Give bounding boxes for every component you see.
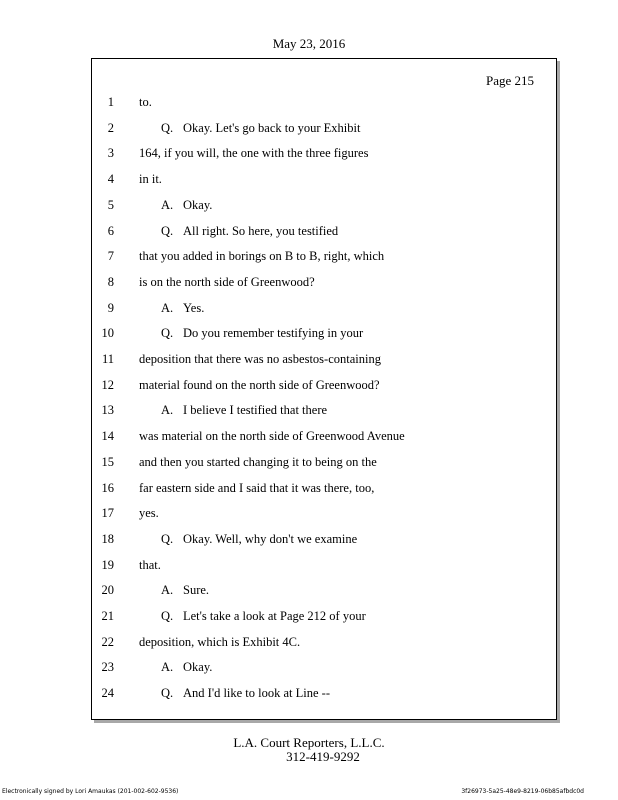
line-text xyxy=(139,607,366,625)
transcript-line xyxy=(92,581,552,599)
line-number: 18 xyxy=(101,531,114,546)
line-body: And I'd like to look at Line -- xyxy=(183,686,331,701)
transcript-line xyxy=(92,324,552,342)
line-text xyxy=(139,247,384,265)
transcript-line xyxy=(92,170,552,188)
speaker-label: Q. xyxy=(161,531,174,546)
line-number: 9 xyxy=(107,300,114,315)
electronic-signature: Electronically signed by Lori Amaukas (201-002-602-9536) xyxy=(2,788,179,795)
line-body: 164, if you will, the one with the three figures xyxy=(139,146,369,161)
line-body: far eastern side and I said that it was there, too, xyxy=(139,480,375,495)
line-body: Okay. Let's go back to your Exhibit xyxy=(183,120,361,135)
line-number: 7 xyxy=(107,249,114,264)
line-text xyxy=(139,376,380,394)
transcript-line xyxy=(92,453,552,471)
line-number: 22 xyxy=(101,634,114,649)
footer-phone: 312-419-9292 xyxy=(286,749,360,764)
line-number: 11 xyxy=(101,352,114,366)
line-number: 23 xyxy=(101,660,114,675)
line-body: deposition, which is Exhibit 4C. xyxy=(139,634,301,649)
line-body: material found on the north side of Greenwood? xyxy=(139,377,380,392)
line-body: I believe I testified that there xyxy=(183,403,328,418)
line-body: Do you remember testifying in your xyxy=(183,326,364,341)
line-number: 12 xyxy=(101,377,114,392)
speaker-label: Q. xyxy=(161,223,174,238)
line-body: is on the north side of Greenwood? xyxy=(139,274,315,289)
line-body: Okay. xyxy=(183,197,213,212)
speaker-label: Q. xyxy=(161,326,174,341)
line-text xyxy=(139,170,162,188)
transcript-line xyxy=(92,196,552,214)
line-body: was material on the north side of Greenwood Avenue xyxy=(139,429,405,444)
line-text xyxy=(139,273,315,291)
speaker-label: A. xyxy=(161,583,174,598)
line-number: 8 xyxy=(107,274,114,289)
line-text xyxy=(139,427,405,445)
speaker-label: A. xyxy=(161,300,174,315)
line-text xyxy=(139,222,338,240)
line-body: Yes. xyxy=(183,300,205,315)
line-number: 5 xyxy=(107,197,114,212)
line-body: that you added in borings on B to B, right, which xyxy=(139,249,385,264)
line-number: 16 xyxy=(101,480,114,495)
document-id: 3f26973-5a25-48e9-8219-06b85afbdc0d xyxy=(461,788,584,795)
line-number: 17 xyxy=(101,506,114,521)
transcript-line xyxy=(92,93,552,111)
speaker-label: A. xyxy=(161,197,174,212)
line-body: Okay. xyxy=(183,660,213,675)
speaker-label: A. xyxy=(161,660,174,675)
line-text xyxy=(139,144,368,162)
line-text xyxy=(139,684,330,702)
transcript-line xyxy=(92,350,552,368)
line-number: 20 xyxy=(101,583,114,598)
line-text xyxy=(139,324,363,342)
page-number: Page 215 xyxy=(485,73,534,88)
line-text xyxy=(139,93,152,111)
transcript-line xyxy=(92,633,552,651)
speaker-label: A. xyxy=(161,403,174,418)
line-body: deposition that there was no asbestos-containing xyxy=(139,352,381,366)
line-body: Let's take a look at Page 212 of your xyxy=(183,609,366,623)
transcript-line xyxy=(92,556,552,574)
speaker-label: Q. xyxy=(161,609,174,623)
header-date: May 23, 2016 xyxy=(272,36,346,51)
line-number: 10 xyxy=(101,326,114,341)
line-number: 1 xyxy=(107,95,114,109)
line-text xyxy=(139,556,161,574)
line-body: in it. xyxy=(139,172,162,187)
transcript-line xyxy=(92,427,552,445)
transcript-line xyxy=(92,247,552,265)
transcript-line xyxy=(92,607,552,625)
transcript-line xyxy=(92,273,552,291)
transcript-page xyxy=(91,58,557,720)
transcript-line xyxy=(92,530,552,548)
transcript-line xyxy=(92,479,552,497)
transcript-line xyxy=(92,504,552,522)
line-text xyxy=(139,581,209,599)
line-body: that. xyxy=(139,557,161,572)
line-text xyxy=(139,504,159,522)
line-body: to. xyxy=(139,95,152,109)
line-body: All right. So here, you testified xyxy=(183,223,339,238)
transcript-line xyxy=(92,376,552,394)
line-number: 6 xyxy=(107,223,114,238)
line-number: 19 xyxy=(101,557,114,572)
line-number: 15 xyxy=(101,454,114,469)
line-text xyxy=(139,196,212,214)
footer-firm-name: L.A. Court Reporters, L.L.C. xyxy=(233,735,385,750)
line-body: yes. xyxy=(139,506,159,521)
line-text xyxy=(139,658,212,676)
line-body: Okay. Well, why don't we examine xyxy=(183,531,358,546)
line-number: 24 xyxy=(101,686,114,701)
line-text xyxy=(139,119,360,137)
transcript-line xyxy=(92,222,552,240)
line-text xyxy=(139,530,357,548)
line-number: 21 xyxy=(101,609,114,623)
line-number: 3 xyxy=(107,146,114,161)
transcript-line xyxy=(92,144,552,162)
line-text xyxy=(139,299,204,317)
line-text xyxy=(139,350,381,368)
transcript-line xyxy=(92,119,552,137)
line-number: 4 xyxy=(107,172,114,187)
line-number: 2 xyxy=(107,120,114,135)
line-number: 14 xyxy=(101,429,114,444)
transcript-line xyxy=(92,401,552,419)
line-text xyxy=(139,401,327,419)
line-text xyxy=(139,633,300,651)
line-text xyxy=(139,479,374,497)
speaker-label: Q. xyxy=(161,686,174,701)
line-text xyxy=(139,453,377,471)
transcript-line xyxy=(92,658,552,676)
line-body: and then you started changing it to being on the xyxy=(139,454,377,469)
transcript-line xyxy=(92,299,552,317)
line-number: 13 xyxy=(101,403,114,418)
transcript-line xyxy=(92,684,552,702)
speaker-label: Q. xyxy=(161,120,174,135)
line-body: Sure. xyxy=(183,583,210,598)
